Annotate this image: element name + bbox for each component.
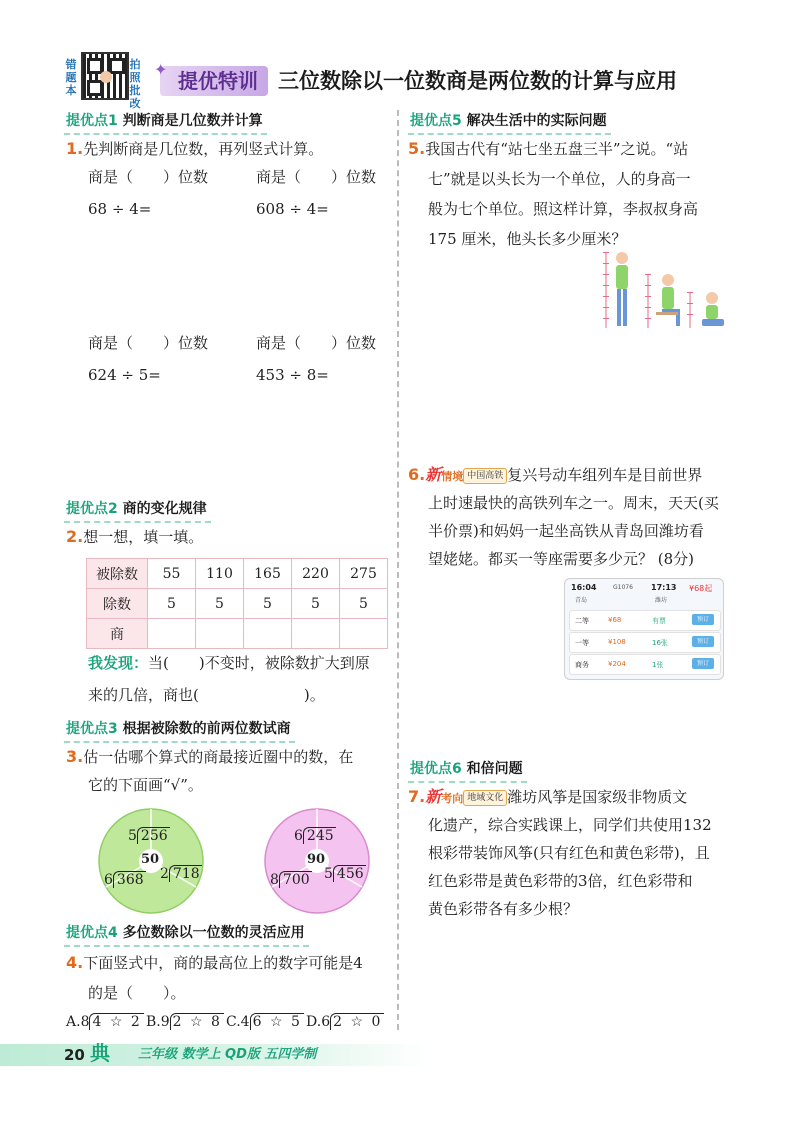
context-tag: 地域文化 bbox=[463, 790, 507, 806]
dividend: 4 ☆ 2 bbox=[89, 1013, 143, 1030]
page-number: 20 bbox=[64, 1046, 85, 1064]
question-7-line: 红色彩带是黄色彩带的3倍，红色彩带和 bbox=[428, 872, 693, 890]
answer-cell[interactable] bbox=[244, 619, 292, 649]
option-letter: A. bbox=[66, 1014, 81, 1030]
table-row bbox=[87, 559, 388, 589]
book-info: 三年级 数学上 QD版 五四学制 bbox=[138, 1047, 317, 1062]
divisor: 6 bbox=[294, 828, 303, 844]
question-7-line: 化遗产，综合实践课上，同学们共使用132 bbox=[428, 816, 712, 834]
section-head-1 bbox=[64, 110, 267, 135]
divisor: 5 bbox=[128, 828, 137, 844]
table-cell: 5 bbox=[340, 589, 388, 619]
section-number: 提优点6 bbox=[410, 761, 462, 777]
section-title: 多位数除以一位数的灵活应用 bbox=[122, 925, 305, 941]
digit-answer-3[interactable]: 商是（ ）位数 bbox=[88, 334, 209, 352]
seat-class: 商务 bbox=[575, 661, 589, 669]
qr-code[interactable] bbox=[81, 52, 129, 100]
question-number: 4. bbox=[66, 953, 84, 972]
section-number: 提优点4 bbox=[66, 925, 118, 941]
arrival-station: 潍坊 bbox=[655, 597, 668, 604]
pie-center-number: 50 bbox=[141, 852, 160, 867]
question-4-line-2[interactable]: 的是（ ）。 bbox=[88, 984, 186, 1002]
pie-center-number: 90 bbox=[307, 852, 326, 867]
table-cell: 55 bbox=[148, 559, 196, 589]
discovery-line-2[interactable]: 来的几倍，商也( )。 bbox=[88, 686, 325, 704]
dividend: 456 bbox=[333, 865, 366, 882]
option-b[interactable] bbox=[146, 1014, 224, 1030]
question-3-line-2: 它的下面画“√”。 bbox=[88, 776, 203, 794]
expression-4: 453 ÷ 8= bbox=[256, 366, 329, 384]
divisor: 2 bbox=[160, 866, 169, 882]
seat-price: ¥108 bbox=[608, 638, 626, 646]
question-text: 复兴号动车组列车是目前世界 bbox=[507, 466, 703, 484]
question-text: 估一估哪个算式的商最接近圈中的数，在 bbox=[83, 748, 354, 766]
answer-cell[interactable] bbox=[196, 619, 244, 649]
digit-answer-4[interactable]: 商是（ ）位数 bbox=[256, 334, 377, 352]
question-5-line: 般为七个单位。照这样计算，李叔叔身高 bbox=[428, 200, 699, 218]
table-row bbox=[87, 589, 388, 619]
dividend: 2 ☆ 0 bbox=[330, 1013, 384, 1030]
dividend: 718 bbox=[169, 865, 202, 882]
expression-2: 608 ÷ 4= bbox=[256, 200, 329, 218]
question-6-line: 半价票)和妈妈一起坐高铁从青岛回潍坊看 bbox=[428, 522, 704, 540]
answer-cell[interactable] bbox=[292, 619, 340, 649]
section-head-5 bbox=[408, 110, 611, 135]
table-cell: 5 bbox=[196, 589, 244, 619]
section-title: 解决生活中的实际问题 bbox=[466, 113, 607, 129]
division-option[interactable] bbox=[104, 872, 146, 888]
seat-availability: 16张 bbox=[652, 639, 668, 647]
question-7 bbox=[408, 786, 687, 810]
dividend: 6 ☆ 5 bbox=[250, 1013, 304, 1030]
division-option[interactable] bbox=[324, 866, 366, 882]
fare-row bbox=[569, 654, 721, 675]
option-a[interactable] bbox=[66, 1014, 144, 1030]
seat-availability: 有票 bbox=[652, 617, 666, 625]
question-7-line: 黄色彩带各有多少根？ bbox=[428, 900, 579, 918]
tag-sub: 情境 bbox=[441, 470, 464, 483]
option-letter: B. bbox=[146, 1014, 161, 1030]
seat-price: ¥68 bbox=[608, 616, 622, 624]
divisor: 4 bbox=[240, 1014, 250, 1030]
divisor: 6 bbox=[104, 872, 113, 888]
section-title: 判断商是几位数并计算 bbox=[122, 113, 263, 129]
question-text: 想一想，填一填。 bbox=[83, 528, 204, 546]
division-option[interactable] bbox=[128, 828, 170, 844]
expression-3: 624 ÷ 5= bbox=[88, 366, 161, 384]
fare-row bbox=[569, 610, 721, 631]
departure-time: 16:04 bbox=[571, 583, 597, 592]
qr-code-block[interactable] bbox=[64, 52, 142, 110]
sparkle-icon: ✦ bbox=[154, 60, 168, 79]
title-badge: 提优特训 bbox=[160, 66, 268, 96]
discovery-line-1[interactable] bbox=[88, 652, 370, 674]
seat-class: 一等 bbox=[575, 639, 589, 647]
division-option[interactable] bbox=[270, 872, 312, 888]
starting-price: ¥68起 bbox=[689, 584, 713, 593]
digit-answer-2[interactable]: 商是（ ）位数 bbox=[256, 168, 377, 186]
table-cell: 165 bbox=[244, 559, 292, 589]
discovery-text: 当( )不变时，被除数扩大到原 bbox=[148, 654, 370, 672]
qr-side-label-left: 错题本 bbox=[65, 58, 77, 97]
dividend: 245 bbox=[303, 827, 336, 844]
section-number: 提优点5 bbox=[410, 113, 462, 129]
digit-answer-1[interactable]: 商是（ ）位数 bbox=[88, 168, 209, 186]
discovery-label: 我发现： bbox=[88, 654, 149, 672]
question-5-line: 175 厘米，他头长多少厘米？ bbox=[428, 230, 627, 248]
section-number: 提优点1 bbox=[66, 113, 118, 129]
divisor: 5 bbox=[324, 866, 333, 882]
question-5-line: 七”就是以头长为一个单位，人的身高一 bbox=[428, 170, 691, 188]
table-header-dividend: 被除数 bbox=[87, 559, 148, 589]
option-letter: C. bbox=[226, 1014, 241, 1030]
dividend: 256 bbox=[137, 827, 170, 844]
train-ticket-card bbox=[564, 578, 724, 680]
body-proportion-illustration bbox=[598, 248, 728, 332]
quotient-table bbox=[86, 558, 388, 649]
table-header-divisor: 除数 bbox=[87, 589, 148, 619]
seat-availability: 1张 bbox=[652, 661, 664, 669]
divisor: 9 bbox=[160, 1014, 170, 1030]
table-cell: 5 bbox=[292, 589, 340, 619]
answer-cell[interactable] bbox=[340, 619, 388, 649]
seat-class: 二等 bbox=[575, 617, 589, 625]
new-tag: 新 bbox=[425, 787, 442, 806]
table-row bbox=[87, 619, 388, 649]
table-cell: 110 bbox=[196, 559, 244, 589]
section-head-3 bbox=[64, 718, 295, 743]
question-number: 1. bbox=[66, 139, 84, 158]
divisor: 8 bbox=[270, 872, 279, 888]
arrival-time: 17:13 bbox=[651, 583, 677, 592]
question-number: 3. bbox=[66, 747, 84, 766]
tag-sub: 考向 bbox=[441, 792, 464, 805]
section-head-6 bbox=[408, 758, 527, 783]
option-letter: D. bbox=[306, 1014, 322, 1030]
table-cell: 5 bbox=[244, 589, 292, 619]
question-6 bbox=[408, 464, 702, 488]
fare-row bbox=[569, 632, 721, 653]
question-2 bbox=[66, 526, 203, 548]
question-number: 6. bbox=[408, 465, 426, 484]
seat-price: ¥204 bbox=[608, 660, 626, 668]
answer-cell[interactable] bbox=[148, 619, 196, 649]
ticket-summary bbox=[565, 579, 723, 607]
question-number: 2. bbox=[66, 527, 84, 546]
option-c[interactable] bbox=[226, 1014, 304, 1030]
section-title: 商的变化规律 bbox=[122, 501, 207, 517]
column-divider bbox=[397, 110, 399, 1030]
question-6-line: 上时速最快的高铁列车之一。周末，天天(买 bbox=[428, 494, 719, 512]
question-number: 5. bbox=[408, 139, 426, 158]
section-head-4 bbox=[64, 922, 309, 947]
question-4 bbox=[66, 952, 363, 974]
question-text: 潍坊风筝是国家级非物质文 bbox=[507, 788, 688, 806]
division-option[interactable] bbox=[294, 828, 336, 844]
dividend: 2 ☆ 8 bbox=[170, 1013, 224, 1030]
new-tag: 新 bbox=[425, 465, 442, 484]
table-header-quotient: 商 bbox=[87, 619, 148, 649]
question-text: 先判断商是几位数，再列竖式计算。 bbox=[83, 140, 324, 158]
section-number: 提优点2 bbox=[66, 501, 118, 517]
context-tag: 中国高铁 bbox=[463, 468, 507, 484]
divisor: 6 bbox=[321, 1014, 331, 1030]
question-1 bbox=[66, 138, 323, 160]
question-5 bbox=[408, 138, 688, 160]
section-title: 根据被除数的前两位数试商 bbox=[122, 721, 291, 737]
book-button[interactable]: 预订 bbox=[692, 636, 714, 647]
question-7-line: 根彩带装饰风筝(只有红色和黄色彩带)，且 bbox=[428, 844, 710, 862]
question-3 bbox=[66, 746, 353, 768]
section-title: 和倍问题 bbox=[466, 761, 523, 777]
section-head-2 bbox=[64, 498, 211, 523]
division-option[interactable] bbox=[160, 866, 202, 882]
table-cell: 275 bbox=[340, 559, 388, 589]
qr-side-label-right: 拍照批改 bbox=[129, 58, 141, 110]
table-cell: 5 bbox=[148, 589, 196, 619]
section-number: 提优点3 bbox=[66, 721, 118, 737]
question-6-line: 望姥姥。都买一等座需要多少元？ (8分) bbox=[428, 550, 695, 568]
question-text: 我国古代有“站七坐五盘三半”之说。“站 bbox=[425, 140, 689, 158]
dividend: 368 bbox=[113, 871, 146, 888]
question-number: 7. bbox=[408, 787, 426, 806]
brand-logo: 典 bbox=[90, 1041, 110, 1065]
book-button[interactable]: 预订 bbox=[692, 614, 714, 625]
train-number: G1076 bbox=[613, 584, 633, 591]
dividend: 700 bbox=[279, 871, 312, 888]
expression-1: 68 ÷ 4= bbox=[88, 200, 152, 218]
question-text: 下面竖式中，商的最高位上的数字可能是4 bbox=[83, 954, 363, 972]
departure-station: 青岛 bbox=[575, 597, 588, 604]
divisor: 8 bbox=[80, 1014, 90, 1030]
book-button[interactable]: 预订 bbox=[692, 658, 714, 669]
option-d[interactable] bbox=[306, 1014, 384, 1030]
page-title: 三位数除以一位数商是两位数的计算与应用 bbox=[278, 69, 677, 93]
table-cell: 220 bbox=[292, 559, 340, 589]
